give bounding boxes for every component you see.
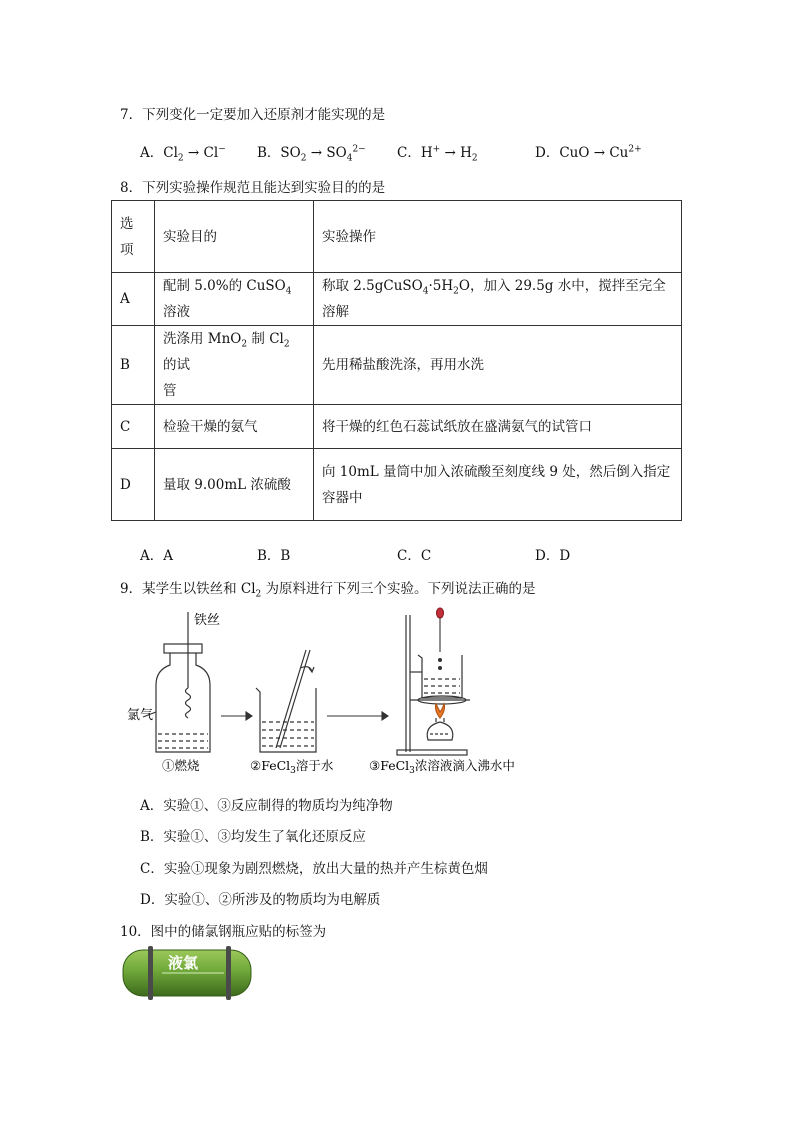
header-option: 选 项 [112,201,155,273]
q9-option-b[interactable]: B．实验①、③均发生了氧化还原反应 [140,829,366,845]
arrow-right-icon [221,712,252,720]
dropper-icon [437,608,444,670]
row-purpose: 洗涤用 MnO$_2$ 制 $Cl_2$ 的试 管 [155,326,314,405]
iron-stand [397,615,470,755]
q7-option-a[interactable]: A．$Cl_2 \to Cl^-$ [140,144,226,164]
row-option: C [112,405,155,449]
alcohol-lamp-icon [427,704,453,740]
row-option: A [112,273,155,326]
row-option: D [112,449,155,521]
q8-choice-c[interactable]: C．C [397,548,432,564]
cylinder-label: 液氯 [168,954,199,972]
row-option: B [112,326,155,405]
gas-bottle [143,612,210,752]
row-operation: 将干燥的红色石蕊试纸放在盛满氨气的试管口 [314,405,682,449]
header-purpose: 实验目的 [155,201,314,273]
q8-choice-a[interactable]: A．A [140,548,173,564]
caption-1: ①燃烧 [162,758,200,773]
row-operation: 向 10mL 量筒中加入浓硫酸至刻度线 9 处，然后倒入指定 容器中 [314,449,682,521]
header-operation: 实验操作 [314,201,682,273]
row-operation: 先用稀盐酸洗涤，再用水洗 [314,326,682,405]
caption-3: ③FeCl$_3$浓溶液滴入沸水中 [369,758,515,776]
q10-stem: 10．图中的储氯钢瓶应贴的标签为 [120,924,327,940]
beaker [256,650,316,752]
q7-stem: 7．下列变化一定要加入还原剂才能实现的是 [120,107,386,123]
q8-stem: 8．下列实验操作规范且能达到实验目的的是 [120,180,386,196]
arrow-right-icon [327,712,388,720]
q9-option-a[interactable]: A．实验①、③反应制得的物质均为纯净物 [140,798,393,814]
q9-stem: 9．某学生以铁丝和 $Cl_2$ 为原料进行下列三个实验。下列说法正确的是 [120,581,536,600]
label-chlorine: 氯气 [127,708,154,723]
q9-option-c[interactable]: C．实验①现象为剧烈燃烧，放出大量的热并产生棕黄色烟 [140,861,488,877]
label-iron-wire: 铁丝 [194,613,221,628]
q9-option-d[interactable]: D．实验①、②所涉及的物质均为电解质 [140,892,381,908]
q7-option-b[interactable]: B．$SO_2 \to SO_4^{2-}$ [257,144,366,164]
q7-option-c[interactable]: C．$H^+ \to H_2$ [397,144,478,164]
q8-choice-b[interactable]: B．B [257,548,291,564]
row-purpose: 配制 5.0%的 CuSO$_4$ 溶液 [155,273,314,326]
row-purpose: 检验干燥的氨气 [155,405,314,449]
q7-option-d[interactable]: D．CuO → $Cu^{2+}$ [535,144,642,161]
row-operation: 称取 $2.5gCuSO_4\cdot 5H_2O$，加入 29.5g 水中，搅拌至完全溶解 [314,273,682,326]
row-purpose: 量取 9.00mL 浓硫酸 [155,449,314,521]
caption-2: ②FeCl$_3$溶于水 [250,758,334,776]
q8-choice-d[interactable]: D．D [535,548,571,564]
